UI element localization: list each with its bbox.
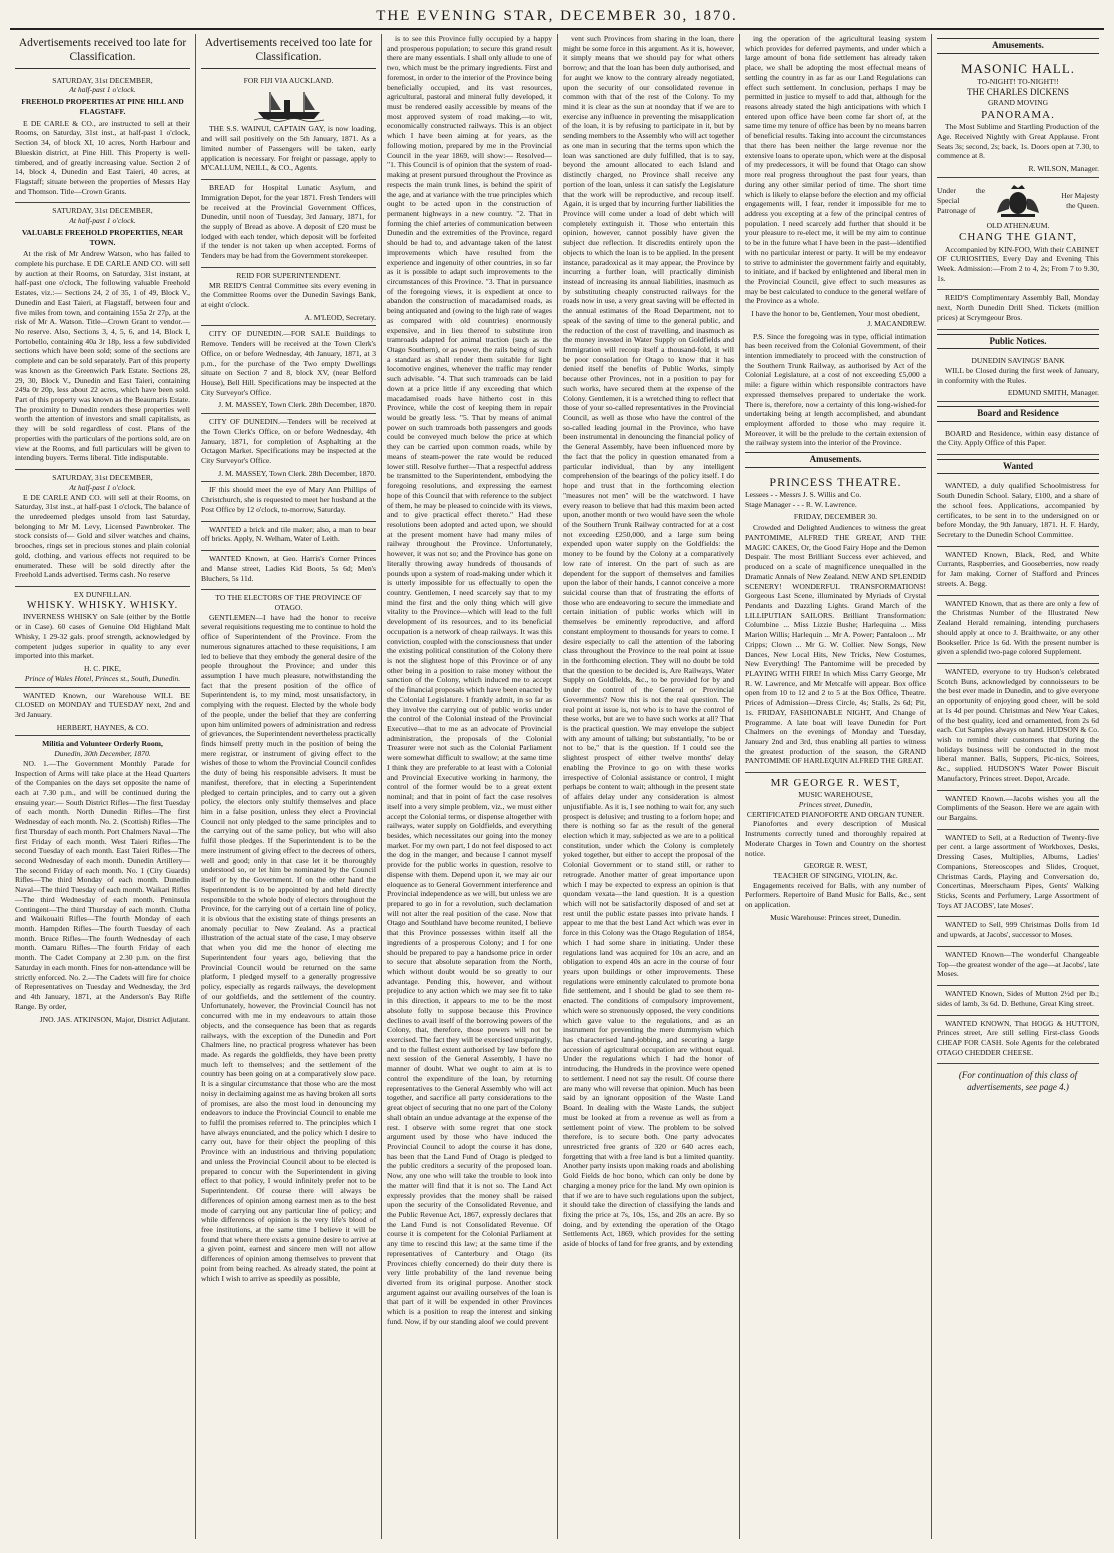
ad-body: THE S.S. WAINUI, CAPTAIN GAY, is now loading, and will sail positively on the 5th January, 1871. As a limited number of Passengers will be taken, early application is necessary. For freight or passage, apply to M'CALLUM, NEILL, & CO., Agents. bbox=[201, 124, 376, 173]
ad-music-warehouse bbox=[745, 773, 926, 925]
ad-body: BREAD for Hospital Lunatic Asylum, and Immigration Depot, for the year 1871. Fresh Tenders will be received at the Provincial Government Offices, Dunedin, until noon of Tuesday, 3rd January, 1871, for the supply of Bread as above. A deposit of £20 must be lodged with each tender, which deposit will be forfeited if the tender is not taken up when accepted. Forms of Tenders may be had from the Government storekeeper. bbox=[201, 183, 376, 261]
ad-line: THE CHARLES DICKENS bbox=[966, 86, 1069, 97]
ad-body: Accompanied by KIN-FOO, With their CABINET OF CURIOSITIES, Every Day and Evening This Week. Admission:—From 2 to 4, 2s; From 7 to 9.30, 1s. bbox=[937, 244, 1099, 283]
ad-body: E DE CARLE AND CO. will sell at their Rooms, on Saturday, 31st inst., at half-past 1 o'clock, The balance of the unredeemed pledges unsold from last Saturday, belonging to Mr M. Levy, Licensed Pawnbroker. The stock consists of— Gold and silver watches and chains, brooches, rings set in precious stones and plain colonial gold, clothing, and various effects not required to be enumerated. These will be sold directly after the Freehold Lands advertised. Terms cash. No reserve bbox=[15, 492, 190, 580]
ad-body: IF this should meet the eye of Mary Ann Phillips of Christchurch, she is requested to meet her husband at the Post Office by 12 o'clock, to-morrow, Saturday. bbox=[201, 485, 376, 514]
ad-body: NO. 1.—The Government Monthly Parade for Inspection of Arms will take place at the Head Quarters of the Companies on the days set opposite the name of each at 7.30 p.m., and will be continued during the ensuing year:— South District Rifles—The first Tuesday of each month. North Dunedin Rifles—The first Wednesday of each month. No. 2. (Scottish) Rifles—The first Thursday of each month. Port Chalmers Naval—The first Friday of each month. West Taieri Rifles—The second Tuesday of each month. East Taieri Rifles—The second Wednesday of each month. Dunedin Artillery—The second Friday of each month. No. 1 (City Guards) Rifles—The third Monday of each month. Dunedin Naval—The third Tuesday of each month. Waikari Rifles—The third Wednesday of each month. Peninsula Contingent—The third Thursday of each month. Clutha and Waikouaiti Rifles—The fourth Monday of each month. Hampden Rifles—The fourth Tuesday of each month. Bruce Rifles—The fourth Wednesday of each month. Oamaru Rifles—The fourth Friday of each month. The Cadet Company at 2.30 p.m. on the first Saturday in each month. Fines for non-attendance will be strictly enforced. No. 2.—The Cadets will fire for choice of Representatives on Tuesday and Wednesday, the 3rd and 4th January, 1871, at the Anderson's Bay Rifle Range. By order, bbox=[15, 758, 190, 1011]
ad-title: FREEHOLD PROPERTIES AT PINE HILL AND FLAGSTAFF. bbox=[21, 97, 184, 116]
ad-time: At half-past 1 o'clock. bbox=[69, 482, 136, 492]
ad-signature: R. WILSON, Manager. bbox=[1028, 164, 1099, 174]
ad-bread-tender bbox=[201, 180, 376, 268]
ad-subtitle: Dunedin, 30th December, 1870. bbox=[54, 749, 151, 759]
ad-signature: HERBERT, HAYNES, & CO. bbox=[56, 722, 149, 732]
letter-closing: I have the honor to be, Gentlemen, Your most obedient, bbox=[751, 309, 920, 319]
section-header-amusements: Amusements. bbox=[745, 452, 926, 468]
letter-continuation: vent such Provinces from sharing in the loan, there might be some force in this argument. As it is, however, it simply means that we should pay for what others borrow; and that the loan has been duly authorised, and for aught we know to the contrary already negotiated, upon the security of our consolidated revenue in common with that of the rest of the Colony. To my mind it is clear as the sun at noonday that if we are to exercise any influence in preventing the misapplication of the loan, it is by refusing to participate in it, but by sending members to the Assembly who will act together as one man in securing that the terms upon which the loan was sanctioned are duly fulfilled, that is to say, beyond the amount allocated to each Island and distinctly charged, no Province shall receive any portion of the loan, unless it can satisfy the Legislature that the work will be reproductive, and recoup itself. Again, it is urged that by incurring further liabilities the Province will come under a load of debt which will completely extinguish it. Those who entertain this opinion, however, cannot possibly have given the subject due reflection. It discredits entirely upon the objects to which the loan is to be applied. In the present instance, paradoxical as it may appear, the Province by incurring a further loan, will practically diminish instead of increasing its annual liabilities, inasmuch as by substituting cheaply constructed railways for the roads now in use, a very great saving will be effected in the annual estimates of the Road Department, not to speak of the saving of time to the general public, and the reduction of the cost of travelling, and inasmuch as the money invested in Water Supply on Goldfields and Immigration will recoup itself a thousand-fold, it will be poor consolation for Otago to know that it has denied itself the benefits of Public Works, simply because other Provinces, not in a position to pay for such works, have secured them at the expense of the Colony. Gentlemen, it is a wretched thing to reflect that those of your so-called representatives in the Provincial Council, as well as those who have the control of the so-called leading journal in the Province, who have been instrumental in denouncing the financial policy of the General Assembly, have been influenced more by the fact that the policy in question emanated from a particular individual, than by any intelligent comprehension of the bearings of the policy itself. I do hope and trust that in the forthcoming election "measures not men" will be the watchword. I have every reason to believe that had this maxim been acted upon, another month or two would have seen the whole of the Southern Trunk Railway contracted for at a cost not exceeding £250,000, and a large sum being expended upon water supply on the Goldfields: the money to be found by the Colony at a comparatively low rate of interest. On the part of such as are dependent for the support of themselves and families upon the labor of their hands, I cannot conceive a more suicidal course than that of frustrating the efforts of those who are endeavoring to secure the immediate and certain initiation of public works which will in themselves be eminently reproductive, and afford constant employment to thousands for years to come. I desire especially to call the attention of the laboring class throughout the Province to the real point at issue in the forthcoming election. They will no doubt be told that the question to be decided is, Are Railways, Water Supply on Goldfields, &c., to be provided for by and under the control of the General or Provincial Governments? Now this is not the real question. The real point at issue is, not who is to have the control of these works, but are we to have such works at all? That is the practical question. We may envelope the subject with any amount of talking; but substantially, "to be or not to be," that is the question. If I could see the slightest prospect of either twelve months' delay enabling the Province to go on with these works irrespective of Colonial assistance or control, I might perhaps be content to wait; although in the present state of affairs delay under any consideration is almost unjustifiable. As it is, I see nothing to wait for, any such prospect is delusive; and trusting to a forlorn hope; and there is nothing so far as the result of the general election which it may, subjected as we are to a political constitution, under which the Colony is completely yoked together, but either to accept the proposal of the Colonial Government or to stand still, or rather to retrograde. Another matter of great importance upon which I may be expected to express an opinion is that quondam vexata—the land question. It is a question which will not be satisfactorily disposed of and set at rest until the public estate passes into private hands. I appear to me that the best Land Act which was ever in force in this Colony was the Otago Regulation of 1854, which I had some share in initiating. Under these regulations land was acquired for 10s an acre, and an obligation to expend 40s an acre in the course of four years upon buildings or other improvements. These regulations were eminently calculated to promote bona fide settlement, and I should be glad to see them re-enacted. The conditions of compulsory improvement, which were so strenuously opposed, the very conditions which gave value to the regulations, and as an instrument for preventing the mere dummyism which has characterised land-jobbing, and securing a large accession of agricultural occupation are without equal. Under the regulations which I had the honor of introducing, the Hundreds in the province were opened to settlement. I need not say the result. Of course there are many who will reverse that opinion. Much has been said by an ignorant opposition of the Waste Land Board. In dealing with the Waste Lands, the subject must be looked at from a revenue as well as from a settlement point of view. The problem to be solved therefore, is to secure both. One party advocates unrestricted free grants of 320 or 640 acres each, forgetting that with a free land is but a limited quantity. Another party insists upon making roads and abolishing Gold Fields de hoc bono, which can only be done by charging a money price for the land. My own opinion is that if we are to have such regulations upon the subject, it should take the direction of classifying the lands and fixing the price at 7s, 10s, 15s, and 20s an acre. By so doing, and by extending the operation of the Otago Settlements Act, 1869, which provides for the setting aside of blocks of land for free grants, and by extending bbox=[563, 34, 734, 1249]
ad-title: DUNEDIN SAVINGS' BANK bbox=[971, 356, 1065, 366]
ad-signature: JNO. JAS. ATKINSON, Major, District Adjutant. bbox=[39, 1014, 190, 1024]
ad-signature: A. M'LEOD, Secretary. bbox=[304, 312, 376, 322]
column-5 bbox=[740, 34, 932, 1539]
ad-line: TO-NIGHT! TO-NIGHT!! bbox=[977, 77, 1059, 87]
columns bbox=[10, 34, 1104, 1539]
electors-letter bbox=[201, 590, 376, 1289]
patronage-left: Under the Special Patronage of bbox=[937, 186, 985, 215]
ad-city-buildings-sale bbox=[201, 326, 376, 414]
section-header: Advertisements received too late for Classification. bbox=[201, 36, 376, 69]
ad-signature: J. M. MASSEY, Town Clerk. 28th December, 1870. bbox=[218, 468, 376, 478]
ad-warehouse-closed bbox=[15, 688, 190, 737]
steamship-icon bbox=[254, 88, 324, 122]
ad-line: PANORAMA. bbox=[981, 109, 1055, 122]
ad-body: BOARD and Residence, within easy distance of the City. Apply Office of this Paper. bbox=[937, 428, 1099, 448]
ad-body: At the risk of Mr Andrew Watson, who has failed to complete his purchase. E DE CARLE AND CO. will sell by auction at their Rooms, on Saturday, 31st instant, at half-past one o'clock, The following valuable Freehold Estates, viz.:— Sections 24, 2 of 35, 1 of 49, Block V., Dunedin and East Taieri, at Flagstaff, between four and five miles from town, and containing 155a 2r 27p, at the risk of Mr A. Watson. Title—Crown Grant to vendor.—No reserve. Also, Sections 3, 4, 5, 6, and 14, Block I, Portobello, containing 40a 3r 18p, less a few subdivided sections which have been sold; some of the sections are complete and can be sold separately. Part of this property was known as the Greenwich Park Estate. Sections 28, 29, 30, Block V., Dunedin and East Taieri, containing 249a 0r 20p, less about 22 acres, which have been sold. Part of this property was known as the Beaumaris Estate. The proximity to Dunedin renders these properties well worth the attention of investors and small capitalists, as they will be sold regardless of cost. Plans of the properties with the particulars of the portions sold, are on view at the Rooms, and full particulars will be given to intending buyers. Terms liberal. Title indisputable. bbox=[15, 249, 190, 463]
ad-freehold-pine-hill bbox=[15, 73, 190, 204]
ad-body: WANTED, a duly qualified Schoolmistress for South Dunedin School. Salary, £100, and a share of the school fees. Applications, accompanied by certificates, to be sent in to the undersigned on or before Monday, the 9th January, 1871. H. F. Hardy, Secretary to the Dunedin School Committee. bbox=[937, 481, 1099, 540]
wanted-ad bbox=[937, 1016, 1099, 1065]
ad-body: The Most Sublime and Startling Production of the Age. Received Nightly with Great Applause. Front Seats 3s; second, 2s; back, 1s. Doors open at 7.30, to commence at 8. bbox=[937, 122, 1099, 161]
ad-mary-ann-phillips bbox=[201, 482, 376, 521]
wanted-ad bbox=[937, 917, 1099, 946]
letter-continuation: is to see this Province fully occupied by a happy and prosperous population; to secure this grand result there are many essentials. I shall only allude to one of two, which must be the primary ingredients. First and foremost, in order to the interior of the Province being beneficially occupied, and its vast resources, agricultural, pastoral and mineral fully developed, it must be rendered easily accessible by means of the most approved system of road making,—to wit, economically constructed railways. This is an object which I have been aiming at for years, as the following motion, prepared by me in the Provincial Council in the year 1869, will show:— Resolved— "1. This Council is of opinion that the system of road-making at present pursued throughout the Province as respects the main trunk lines, is behind the spirit of the age, and at variance with the true principles which ought to be acted upon in the construction of permanent highways in a new country. "2. That in forming the chief arteries of communication between Dunedin and the extremities of the Province, regard should be had to, and advantage taken of the latest improvements which have resulted from the experience and ingenuity of other countries, in so far as it is possible to adapt such improvements to the circumstances of this Province. "3. That in pursuance of the foregoing views, it is expedient at once to abandon the construction of macadamised roads, as being antiquated and (owing to the high rate of wages as compared with old countries) enormously expensive, and in lieu thereof to substitute iron tramroads adapted for animal traction (such as the Otago Southern), or as power, the rails being of such a standard as shall render them suitable for light locomotive engines, whenever the traffic may render such advisable. "4. That such tramroads can be laid down at a price little if any exceeding that which macadamised roads have hitherto cost in this Province, while the cost of keeping them in repair would be greatly less. "5. That by means of animal power on such tramroads both passengers and goods could be conveyed much below the price at which they can be carried upon common roads, while by means of steam-power the rate would be reduced lower still. Resolve further—That a respectful address be transmitted to the Superintendent, embodying the foregoing resolutions, and expressing the earnest hope of this Council that with reference to the subject of them, he may be pleased to coincide with its views, and to give practical effect thereto." Had these resolutions been adopted and acted upon, we should at the present moment have had many miles of railway throughout the Province. Unfortunately, however, it was not so; and the Province has gone on literally throwing away hundreds of thousands of pounds upon a system of road-making under which it is utterly impossible for us effectually to open the country. Gentlemen, I need scarcely say that to my mind the first and the only thing which will give vitality to the Province—which will lead to the full development of its resources, and to its beneficial occupation is a network of cheap railways. It was this conviction, coupled with the consciousness that under the existing political constitution of the Colony there is not the slightest hope of this Province or of any other being in a position to raise money without the sanction of the Colony, which induced me to accept of the financial proposals which have been enacted by the Colonial Legislature. I frankly admit, in so far as they involve the carrying out of public works under the control of the Colonial instead of the Provincial Executive—that to me as an advocate of Provincial administration, the proposals of the Colonial Treasurer were not such as the Colonial Parliament were somewhat difficult to swallow; at the same time I think they are preferable to at least with a Colonial and Provincial Executive working in harmony, the control of the former would be to a great extent nominal; and that in point of fact the case resolves itself into a very simple problem, viz., we must either accept the Colonial terms, or dispense altogether with railways, water supply on Goldfields, and everything besides, which necessitates our going into the money market. For my own part, I do not feel disposed to act the dog in the manger, and because I cannot myself provide for the public works in question, resolve to dispense with them. Depend upon it, we may air our eloquence as to General Government interference and Provincial independence as we will, but unless we are prepared to go in for a revolution, such declamation will not alter the real position of the case. Now that Otago and Southland have become reunited, I believe that this Province possesses within itself all the ingredients of a prosperous Colony; and I for one should be prepared to pay a handsome price in order to secure that absolute separation from the North, which without doubt would be so greatly to our advantage. Pending this, however, and without prejudice to any action which we may see fit to take in this direction, it appears to me to be the most absolute folly to suppose because this Province declines to avail itself of the borrowing powers of the Colony, that, therefore, those powers will not be exercised. The fact they will be exercised unsparingly, and to the fullest extent authorised by law before the next session of the General Assembly, I have no manner of doubt. What we ought to aim at is to control the expenditure of the loan, by returning representatives to the General Assembly who will act together, and sacrifice all party considerations to the great object of securing that no one part of the Colony shall obtain an undue advantage at the expense of the rest. I observe with some regret that one stock argument used by those who have induced the Provincial Council to adopt the course it has done, has been that the Land Fund of Otago is pledged to the public creditors a security of the proposed loan. Now, any one who will take the trouble to look into the matter will find that it is not so. The Land Act expressly provides that the money shall be raised upon the security of the Consolidated Revenue, and the Public Revenue Act, 1867, expressly declares that the Land Fund is not Consolidated Revenue. Of course it is competent for the Colonial Parliament at any time to rescind this law; at the same time if the representatives of Canterbury and Otago (its Provinces chiefly concerned) do their duty there is very little probability of the land revenue being diverted from its original purpose. Another stock argument against our availing ourselves of the loan is that part of it will be expended in other Provinces which is a position to reap the interest and sinking fund. Now, if by our standing aloof we could prevent bbox=[387, 34, 552, 1326]
ad-body: Crowded and Delighted Audiences to witness the great PANTOMIME, ALFRED THE GREAT, AND THE MAGIC CAKES, Or, the Good Fairy Hope and the Demon Despair. The most Brilliant Success ever achieved, and produced on a scale of magnificence unequalled in the Dramatic Annals of New Zealand. NEW AND SPLENDID SCENERY! WONDERFUL TRANSFORMATIONS! Gorgeous Last Scene, illuminated by Myriads of Crystal Pendants and Dazzling Lights. Grand March of the LILLIPUTIAN SAILORS. Brilliant Transformation: Columbine ... Miss Lizzie Bushe; Harlequina ... Miss Marion Willis; Harlequin ... Mr A. Power; Pantaloon ... Mr Cripps; Clown ... Mr G. W. Collier. New Songs, New Dances, New Local Hits, New Tricks, New Costumes, New Everything! The Pantomime will be preceded by PLAYING WITH FIRE! In which Miss Carry George, Mr R. W. Lawrence, and Mr Metcalfe will appear. Box office open from 10 to 12 and 2 to 5 at the Box Office, Theatre. Prices of Admission—Dress Circle, 4s; Stalls, 2s 6d; Pit, 1s. FRIDAY, FASHIONABLE NIGHT, And Change of Programme. A late boat will leave Dunedin for Port Chalmers on the evenings of Monday and Tuesday, January 2nd and 3rd, thus enabling all parties to witness the greatest production of the season, the GRAND PANTOMIME OF HARLEQUIN ALFRED THE GREAT. bbox=[745, 523, 926, 766]
ad-title: CHANG THE GIANT, bbox=[959, 231, 1077, 244]
ad-title: PRINCESS THEATRE. bbox=[769, 474, 902, 489]
ad-title: VALUABLE FREEHOLD PROPERTIES, NEAR TOWN. bbox=[21, 227, 184, 247]
ad-body: WANTED, everyone to try Hudson's celebrated Scotch Buns, acknowledged by connoisseurs to be the best ever made in Dunedin, and to give everyone an opportunity of enjoying good cheer, will be sold at 1s 4d per pound. Christmas and New Year Cakes, of the best quality, iced and ornamented, from 2s 6d each. Cut Samples always on hand. HUDSON & Co. wish to remind their customers that during the holidays business will be conducted in the most liberal manner. Balls, Suppers, Pic-nics, Soirees, &c., supplied. HUDSON'S Water Power Biscuit Manufactory, Princes street. Depot, Arcade. bbox=[937, 666, 1099, 783]
ad-line: TEACHER OF SINGING, VIOLIN, &c. bbox=[773, 871, 898, 881]
ad-body: MR REID'S Central Committee sits every evening in the Committee Rooms over the Dunedin Savings Bank, at eight o'clock. bbox=[201, 280, 376, 309]
ad-body: WANTED Known, that as there are only a few of the Christmas Number of the Illustrated New Zealand Herald remaining, intending purchasers should apply at once to J. Braithwaite, or any other Bookseller. Price 1s 6d. With the present number is given a splendid two-page colored Supplement. bbox=[937, 598, 1099, 657]
ad-line: MUSIC WAREHOUSE, bbox=[798, 790, 873, 800]
section-header-amusements: Amusements. bbox=[937, 38, 1099, 54]
ad-title: MASONIC HALL. bbox=[960, 60, 1076, 76]
letter-signature: J. MACANDREW. bbox=[867, 318, 926, 328]
ad-whisky bbox=[15, 587, 190, 688]
ad-signature: H. C. PIKE, bbox=[84, 664, 121, 674]
ad-body: E DE CARLE & CO., are instructed to sell at their Rooms, on Saturday, 31st inst., at half-past 1 o'clock, Section 34, of block XI, 10 acres, North Harbour and Blueskin district, at Pine Hill. This Property is well-timbered, and of greatly increasing value. Section 2 of 14, block 4, Dunedin and East Taieri, 40 acres, at Flagstaff; situate between the properties of Messrs Hay and Thomson. Title—Crown Grants. bbox=[15, 118, 190, 196]
letter-body: GENTLEMEN—I have had the honor to receive several requisitions requesting me to continue to hold the office of Superintendent of the Province. From the numerous signatures attached to these requisitions, I am led to believe that they embody the general desire of the people throughout the Province; and under this assumption I have much pleasure, notwithstanding the fact that the present position of the office of Superintendent is, to my mind, most unsatisfactory, in complying with the request. Elected by the whole body of the people, under the belief that they are conferring upon him unlimited powers of administration and redress of grievances, the Superintendent nevertheless practically finds himself pretty much in the position of being the mere registrar, or instrument of giving effect to the wishes of those to whom the Provincial Council confides the duty of being his responsible advisers. It must be manifest, therefore, that in electing a Superintendent pledged to certain principles, and to carry out a given policy, the electors only stultify themselves and place him in a false position, unless they elect a Provincial Council not only pledged to the same principles and to the carrying out of the same policy, but who will also fulfil those pledges. If the Superintendent is to be the mere instrument of giving effect to the decrees of others, well and good; only in that case let it be thoroughly understood so, or let him be nominated by the Council itself or by the Government. If on the other hand the Superintendent is to be appointed by and held directly responsible to the whole body of electors throughout the Province, for the carrying out of a certain line of policy, it is obvious that the existing state of things presents an anomaly peculiar to New Zealand. As a practical illustration of the actual state of the case, I may observe that when you did me the honor of electing me Superintendent four years ago, believing that the Provincial Council would be returned on the same platform, I pledged myself to a generally progressive policy, especially as regards railways, the development of our goldfields, and the settlement of the country. Unfortunately, however, the Provincial Council has not concurred with me in my endeavours to attain those objects, and the consequence has been that as regards railways, with the exception of the Dunedin and Port Chalmers line, no practical progress whatever has been made. As regards the goldfields, they have been pretty much left to themselves; and the settlement of the country has been going on at a comparatively slow pace. It is a singular circumstance that those who are the most noisy in declaiming against me as having broken all sorts of promises, are also the most loud in denouncing my endeavors to induce the Provincial Council to enable me to fulfil the promises referred to. The principles which I have always enunciated, and the policy which I desire to carry out, have for their object the peopling of this Province with an industrious and thriving population; and unless the Provincial Council about to be elected is prepared to concur with the Superintendent in giving effect to that policy, I would infinitely prefer not to be Superintendent. Of course there will always be differences of opinion among earnest men as to the best mode of carrying out any particular line of policy; and while differences of opinion is the very life's blood of free institutions, at the same time I believe it will be found that where there exists a genuine desire to arrive at a given point, earnest and sincere men will not allow differences of opinion among themselves to prevent that point from being reached. As already stated, the point at which I wish to arrive as speedily as possible, bbox=[201, 612, 377, 1283]
ad-body: WANTED a brick and tile maker; also, a man to bear off bricks. Apply, N. Welham, Water of Leith. bbox=[201, 524, 376, 544]
letter-conclusion: ing the operation of the agricultural leasing system which provides for deferred payments, and under which a large amount of bona fide settlement has already taken place, we shall be adopting the most effectual means of settling the country in as far as our Land Regulations can effect such settlement. In conclusion, perhaps I may be permitted in justice to myself to add that, although for the reasons already stated the high anticipations with which I entered upon office have been come far short of, at the same time my tenure of office has been by no means barren of beneficial results. Taking into account the circumstances that there has been neither the large revenue nor the extensive loans to operate upon, which were at the disposal of my predecessors, it will be found that Otago can show more real progress throughout the past four years, than during any other similar period of time. The short time which is likely to elapse before the election and my official engagements will, I fear, render it impossible for me to address you excepting at a few of the principal centres of population. I need scarcely add further that should it be your pleasure to re-elect me, it will be my aim to continue to be in the future what I have been in the past—identified with no particular interest or party. It will be my endeavor to strive to administer the government fairly and equitably, to initiate, and if backed by enlightened and liberal men in the Provincial Council, give effect to such measures as may be best calculated to conduce to the general welfare of the Province as a whole. bbox=[745, 34, 926, 306]
ad-date: SATURDAY, 31st DECEMBER, bbox=[52, 206, 153, 216]
masthead: THE EVENING STAR, DECEMBER 30, 1870. bbox=[10, 8, 1104, 30]
ad-title: REID FOR SUPERINTENDENT. bbox=[236, 270, 341, 280]
ad-title: FOR FIJI VIA AUCKLAND. bbox=[243, 75, 334, 85]
ad-militia-orders bbox=[15, 736, 190, 1027]
ad-kid-boots bbox=[201, 551, 376, 590]
section-header-wanted: Wanted bbox=[937, 459, 1099, 475]
wanted-ad bbox=[937, 830, 1099, 918]
wanted-ad bbox=[937, 547, 1099, 596]
ad-body: REID'S Complimentary Assembly Ball, Monday next, North Dunedin Drill Shed. Tickets (million prices) at Scrymgeour Bros. bbox=[937, 293, 1099, 322]
ad-venue: OLD ATHENÆUM. bbox=[986, 220, 1050, 230]
ad-signature: EDMUND SMITH, Manager. bbox=[1007, 388, 1099, 398]
ad-body: INVERNESS WHISKY on Sale (either by the Bottle or in Case). 60 cases of Genuine Old Highland Malt Whisky, 1 29-32 gals. proof strength, acknowledged by competent judges superior in quality to any ever imported into this market. bbox=[15, 612, 190, 661]
ad-stage-manager: Stage Manager - - - R. W. Lawrence. bbox=[745, 499, 857, 509]
section-header-public-notices: Public Notices. bbox=[937, 334, 1099, 350]
column-3 bbox=[382, 34, 558, 1539]
section-header: Advertisements received too late for Classification. bbox=[15, 36, 190, 69]
ad-body: WANTED to Sell, 999 Christmas Dolls from 1d and upwards, at Jacobs', successor to Moses. bbox=[937, 920, 1099, 940]
ad-line: CERTIFICATED PIANOFORTE AND ORGAN TUNER. bbox=[746, 809, 925, 819]
section-header-board: Board and Residence bbox=[937, 406, 1099, 422]
ad-reid-ball bbox=[937, 290, 1099, 329]
ad-masonic-hall bbox=[937, 58, 1099, 178]
wanted-ad bbox=[937, 664, 1099, 791]
ad-body: Pianofortes and every description of Musical Instruments correctly tuned and thoroughly repaired at Moderate Charges in Town and Country on the shortest notice. bbox=[745, 819, 926, 858]
ad-line: GEORGE R. WEST, bbox=[803, 861, 868, 871]
ad-body: WANTED KNOWN, That HOGG & HUTTON, Princes street, Are still selling First-class Goods CHEAP FOR CASH. Sole Agents for the celebrated OTAGO CHEDDER CHEESE. bbox=[937, 1018, 1099, 1057]
ad-chang-giant bbox=[937, 178, 1099, 291]
ad-lessees: Lessees - - Messrs J. S. Willis and Co. bbox=[745, 490, 862, 500]
ad-title: TO THE ELECTORS OF THE PROVINCE OF OTAGO. bbox=[215, 593, 362, 612]
wanted-ad bbox=[937, 986, 1099, 1015]
ad-unredeemed-pledges bbox=[15, 470, 190, 587]
ad-city-asphalting bbox=[201, 414, 376, 482]
ad-body: CITY OF DUNEDIN.—Tenders will be received at the Town Clerk's Office, on or before Wednesday, 4th January, 1871, for completion of Asphalting at the Octagon Market. Specifications may be inspected at the City Surveyor's Office. bbox=[201, 417, 376, 466]
ad-title: Militia and Volunteer Orderly Room, bbox=[42, 739, 163, 749]
ad-line: Music Warehouse: Princes street, Dunedin. bbox=[770, 912, 901, 922]
ad-title: EX DUNFILLAN. bbox=[73, 589, 132, 599]
ad-body: WANTED Known—The wonderful Changeable Top—the greatest wonder of the age—at Jacobs', late Moses. bbox=[937, 949, 1099, 979]
ad-board-residence bbox=[937, 426, 1099, 455]
column-2 bbox=[196, 34, 382, 1539]
wanted-ad bbox=[937, 791, 1099, 830]
column-4 bbox=[558, 34, 740, 1539]
continuation-note: (For continuation of this class of advertisements, see page 4.) bbox=[958, 1070, 1078, 1092]
ad-savings-bank bbox=[937, 353, 1099, 402]
ad-body: WANTED Known.—Jacobs wishes you all the Compliments of the Season. Here we are again with our Bargains. bbox=[937, 793, 1099, 823]
ad-time: At half-past 1 o'clock. bbox=[69, 85, 136, 95]
wanted-ad bbox=[937, 947, 1099, 986]
patronage-row bbox=[937, 181, 1099, 221]
ad-body: CITY OF DUNEDIN.—FOR SALE Buildings to Remove. Tenders will be received at the Town Clerk's Office, on or before Wednesday, 4th January, 1871, at 3 p.m., for the purchase of the Two empty Dwellings situate on Section 7 and 8, block XV, (near Belford House), Bell Hill. Specifications may be inspected at the City Surveyor's Office. bbox=[201, 329, 376, 397]
ad-body: Engagements received for Balls, with any number of Performers. Repertoire of Band Music for Balls, &c., sent on application. bbox=[745, 880, 926, 910]
ad-title: MR GEORGE R. WEST, bbox=[770, 777, 901, 790]
ad-time: At half-past 1 o'clock. bbox=[69, 216, 136, 226]
ad-date: FRIDAY, DECEMBER 30. bbox=[793, 511, 878, 521]
patronage-right: Her Majesty the Queen. bbox=[1061, 191, 1099, 210]
ad-date: SATURDAY, 31st DECEMBER, bbox=[52, 473, 153, 483]
ad-body: WILL be Closed during the first week of January, in conformity with the Rules. bbox=[937, 365, 1099, 385]
ad-body: WANTED Known, Black, Red, and White Currants, Raspberries, and Gooseberries, now ready for Jam making. Corner of Stafford and Princes streets. A. Begg. bbox=[937, 549, 1099, 588]
ad-body: WANTED Known, at Geo. Harris's Corner Princes and Manse street, Ladies Kid Boots, 5s 6d; Men's Bluchers, 5s 11d. bbox=[201, 554, 376, 583]
ad-address: Prince of Wales Hotel, Princes st., South, Dunedin. bbox=[24, 673, 181, 683]
ad-signature: J. M. MASSEY, Town Clerk. 28th December, 1870. bbox=[218, 400, 376, 410]
ad-date: SATURDAY, 31st DECEMBER, bbox=[52, 75, 153, 85]
ad-valuable-freehold bbox=[15, 203, 190, 470]
ad-princess-theatre bbox=[745, 472, 926, 773]
column-6 bbox=[932, 34, 1104, 1539]
ad-fiji-steamer bbox=[201, 73, 376, 180]
ad-reid-committee bbox=[201, 268, 376, 327]
letter-postscript: P.S. Since the foregoing was in type, official intimation has been received from the Colonial Government, of their intention immediately to proceed with the construction of the Southern Trunk Railway, as authorised by Act of the Colonial Legislature, at a cost of not exceeding £5,000 a mile: a figure within which responsible contractors have expressed themselves prepared to undertake the work. There is, therefore, now a certainty of this long-wished-for undertaking being at length accomplished, and abundant employment afforded to those who may require it. Moreover, it will be the prelude to the certain extension of the railway system into the interior of the Province. bbox=[745, 331, 926, 448]
ad-line: Princes street, Dunedin, bbox=[798, 799, 873, 809]
wanted-ad bbox=[937, 478, 1099, 546]
column-1 bbox=[10, 34, 196, 1539]
ad-body: WANTED to Sell, at a Reduction of Twenty-five per cent. a large assortment of Workboxes, Desks, Dressing Cases, Multiplies, Albums, Ladies' Companions, Stereoscopes and Slides, Croquet, Christmas Cards, Playing and Conversation do, Concertinas, Meerschaum Pipes, Gents' Walking Sticks, Scents and Perfumery, Large Assortment of Toys AT JACOBS', late Moses'. bbox=[937, 832, 1099, 910]
ad-body: WANTED Known, Sides of Mutton 2½d per lb.; sides of lamb, 3s 6d. D. Bethune, Great King street. bbox=[937, 989, 1099, 1008]
ad-body: WANTED Known, our Warehouse WILL BE CLOSED on MONDAY and TUESDAY next, 2nd and 3rd January. bbox=[15, 690, 190, 719]
ad-brick-maker bbox=[201, 522, 376, 551]
royal-crest-icon bbox=[993, 183, 1043, 219]
wanted-ad bbox=[937, 596, 1099, 664]
ad-subtitle: WHISKY. WHISKY. WHISKY. bbox=[26, 599, 179, 611]
ad-line: GRAND MOVING bbox=[987, 98, 1049, 108]
